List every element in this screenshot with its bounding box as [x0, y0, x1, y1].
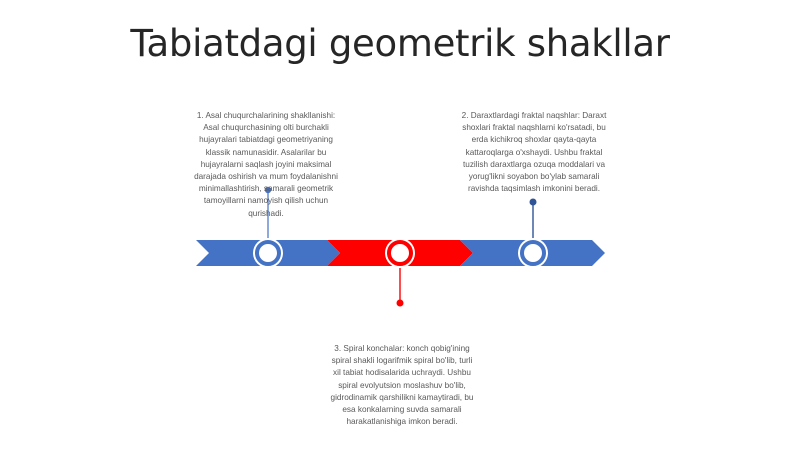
timeline-note-1: 1. Asal chuqurchalarining shakllanishi: Asal chuqurchasining olti burchakli hujayralari tabiatdagi geometriyaning klassik namunasidir. Asalarilar bu hujayralarni saqlash joyini maksimal darajada oshirish va mum foydalanishni minimallashtirish, samarali geometrik tamoyillarni namoyish qilish uchun qurishadi.	[194, 111, 338, 218]
timeline-marker-3-ring	[522, 242, 544, 264]
timeline-note-3: 3. Spiral konchalar: konch qobig'ining spiral shakli logarifmik spiral bo'lib, turli xil tabiat hodisalarida uchraydi. Ushbu spiral evolyutsion moslashuv bo'lib, gidrodinamik qarshilikni kamaytiradi, bu esa konkalarning suvda samarali harakatlanishiga imkon beradi.	[330, 344, 474, 427]
connector-dot-3	[397, 300, 404, 307]
slide-title: Tabiatdagi geometrik shakllar	[130, 22, 670, 65]
timeline-marker-1-ring	[257, 242, 279, 264]
connector-dot-2	[530, 199, 537, 206]
timeline-note-2: 2. Daraxtlardagi fraktal naqshlar: Daraxt shoxlari fraktal naqshlarni ko'rsatadi, bu erda kichikroq shoxlar qayta-qayta kattaroqlarga o'xshaydi. Ushbu fraktal tuzilish daraxtlarga ozuqa moddalari va yorug'likni soyabon bo'ylab samarali ravishda taqsimlash imkonini beradi.	[461, 111, 607, 194]
timeline-marker-2-ring	[389, 242, 411, 264]
